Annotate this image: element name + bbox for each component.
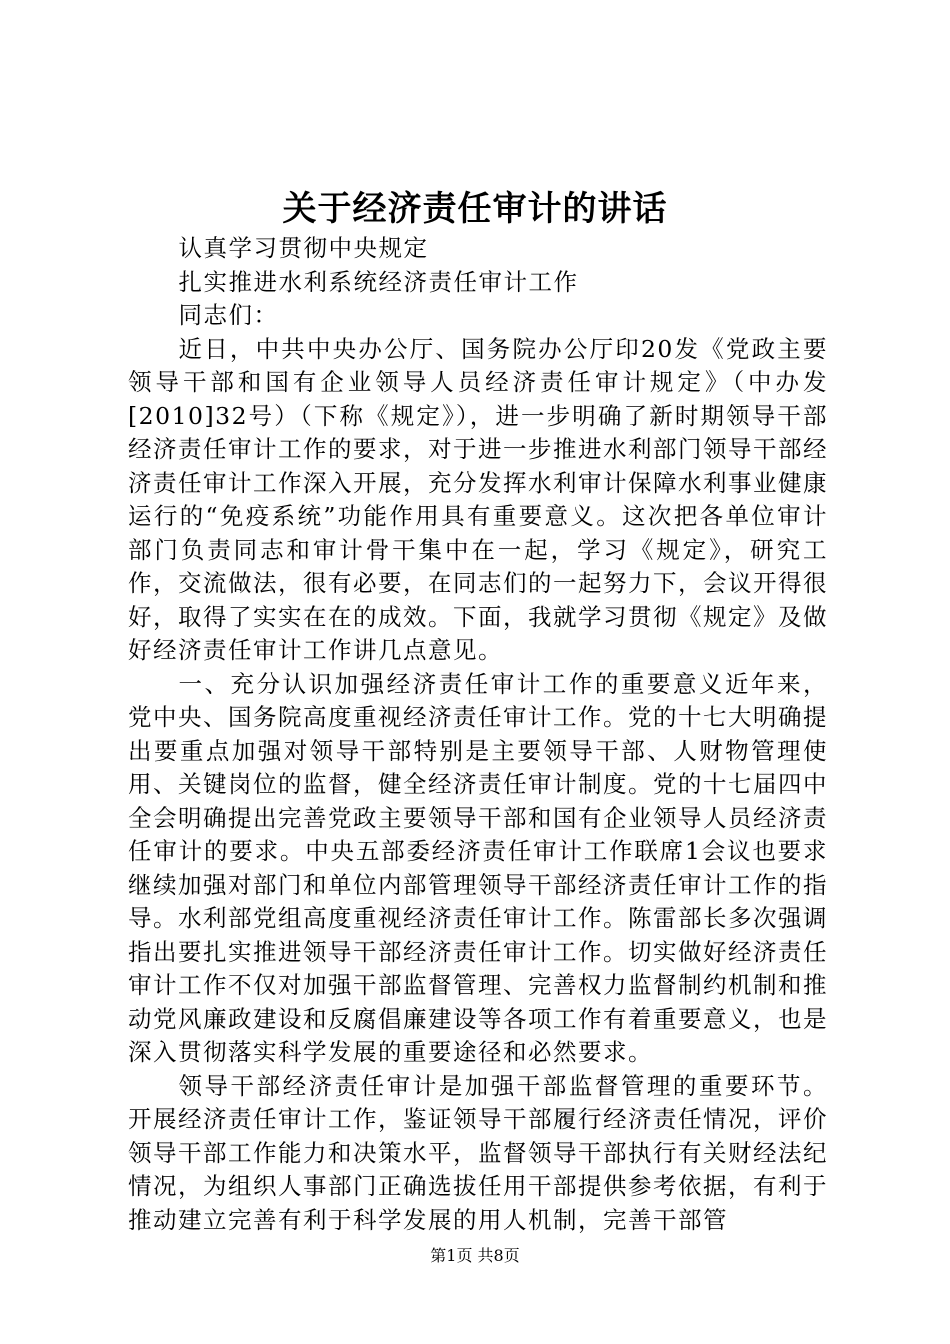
document-body xyxy=(128,232,828,1237)
paragraph: 领导干部经济责任审计是加强干部监督管理的重要环节。开展经济责任审计工作，鉴证领导干部履行经济责任情况，评价领导干部工作能力和决策水平，监督领导干部执行有关财经法纪情况，为组织人事部门正确选拔任用干部提供参考依据，有利于推动建立完善有利于科学发展的用人机制，完善干部管 xyxy=(128,1071,828,1234)
paragraph: 近日，中共中央办公厅、国务院办公厅印20发《党政主要领导干部和国有企业领导人员经济责任审计规定》（中办发[2010]32号）（下称《规定》），进一步明确了新时期领导干部经济责任审计工作的要求，对于进一步推进水利部门领导干部经济责任审计工作深入开展，充分发挥水利审计保障水利事业健康运行的“免疫系统”功能作用具有重要意义。这次把各单位审计部门负责同志和审计骨干集中在一起，学习《规定》，研究工作，交流做法，很有必要，在同志们的一起努力下，会议开得很好，取得了实实在在的成效。下面，我就学习贯彻《规定》及做好经济责任审计工作讲几点意见。 xyxy=(128,334,828,664)
document-title: 关于经济责任审计的讲话 xyxy=(282,189,668,229)
subtitle-line-2: 扎实推进水利系统经济责任审计工作 xyxy=(178,267,579,296)
subtitle-line-1: 认真学习贯彻中央规定 xyxy=(178,234,429,262)
page-number: 第1页 共8页 xyxy=(430,1246,520,1265)
salutation: 同志们： xyxy=(178,301,279,329)
paragraph: 一、充分认识加强经济责任审计工作的重要意义近年来，党中央、国务院高度重视经济责任审计工作。党的十七大明确提出要重点加强对领导干部特别是主要领导干部、人财物管理使用、关键岗位的监督，健全经济责任审计制度。党的十七届四中全会明确提出完善党政主要领导干部和国有企业领导人员经济责任审计的要求。中央五部委经济责任审计工作联席1会议也要求继续加强对部门和单位内部管理领导干部经济责任审计工作的指导。水利部党组高度重视经济责任审计工作。陈雷部长多次强调指出要扎实推进领导干部经济责任审计工作。切实做好经济责任审计工作不仅对加强干部监督管理、完善权力监督制约机制和推动党风廉政建设和反腐倡廉建设等各项工作有着重要意义，也是深入贯彻落实科学发展的重要途径和必然要求。 xyxy=(128,669,828,1066)
